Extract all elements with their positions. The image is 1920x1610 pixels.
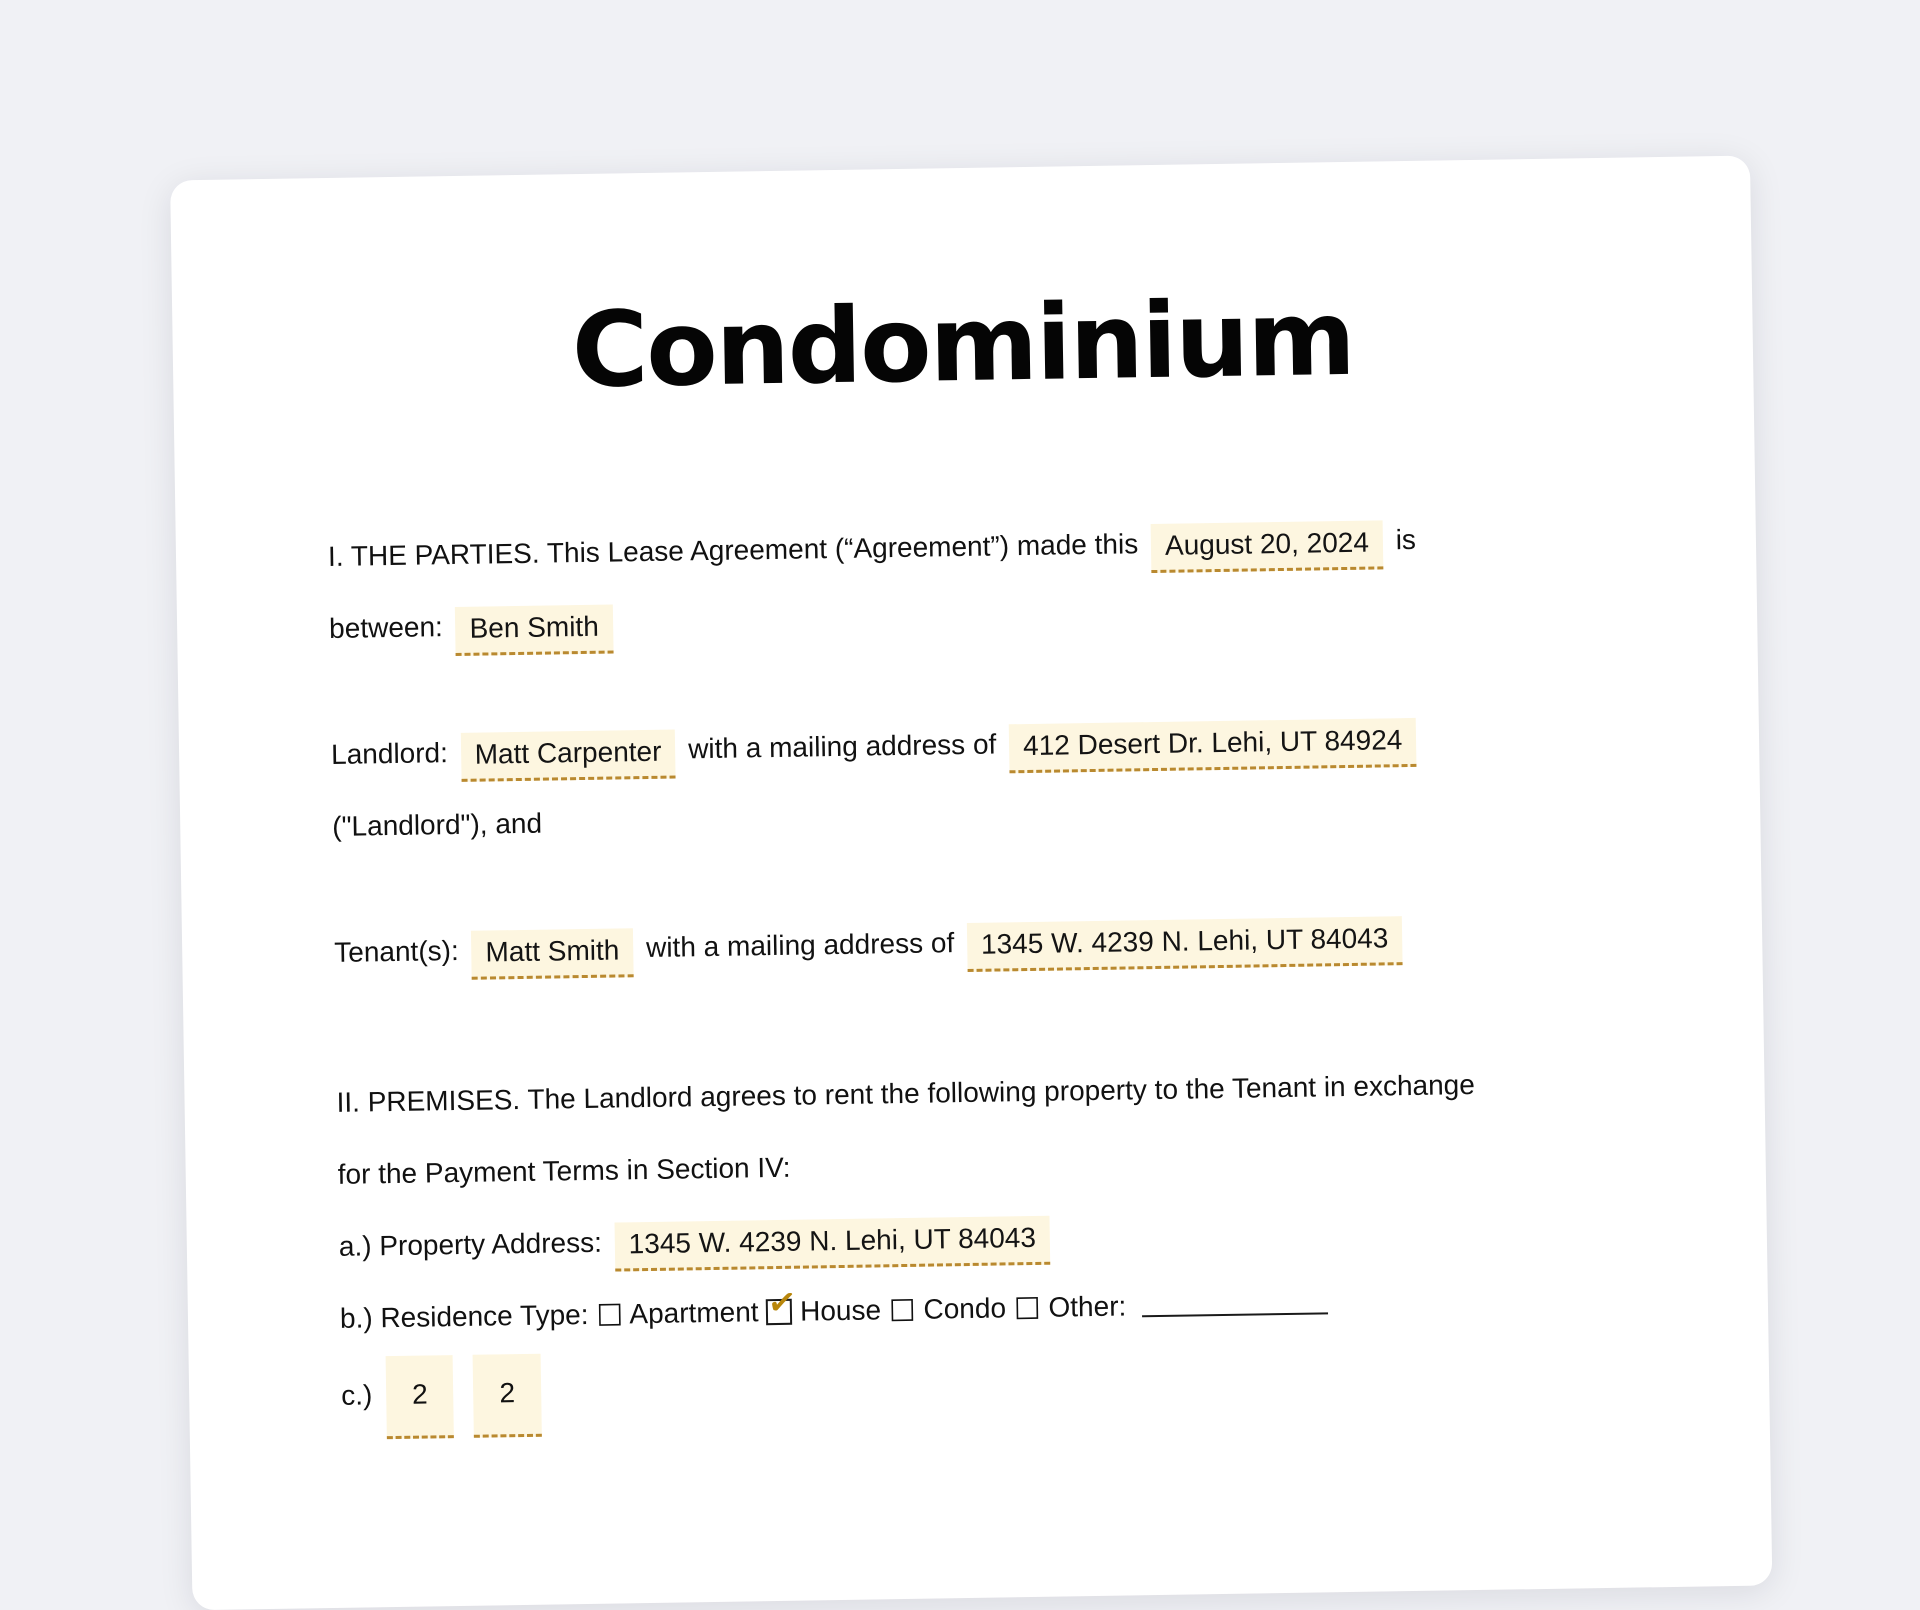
residence-option-house-label: House: [799, 1294, 882, 1327]
checkbox-other-icon[interactable]: ☐: [1013, 1293, 1041, 1327]
tenant-address-field[interactable]: 1345 W. 4239 N. Lehi, UT 84043: [967, 916, 1403, 972]
residence-option-apartment-label: Apartment: [629, 1296, 759, 1330]
check-mark-icon: ✓: [765, 1282, 799, 1324]
landlord-address-field[interactable]: 412 Desert Dr. Lehi, UT 84924: [1009, 718, 1417, 773]
residence-type-label: b.) Residence Type:: [339, 1299, 589, 1335]
checkbox-apartment-icon[interactable]: ☐: [596, 1299, 624, 1334]
partial-row-field-2[interactable]: 2: [473, 1354, 542, 1438]
tenant-paragraph: [334, 897, 1635, 989]
landlord-label: Landlord:: [330, 737, 449, 771]
tenant-label: Tenant(s):: [334, 935, 459, 969]
partial-row-prefix: c.): [340, 1379, 373, 1412]
landlord-paragraph: [331, 699, 1633, 863]
residence-option-condo-label: Condo: [923, 1292, 1007, 1325]
parties-lead-text: I. THE PARTIES. This Lease Agreement (“Agreement”) made this: [327, 528, 1139, 573]
property-address-field[interactable]: 1345 W. 4239 N. Lehi, UT 84043: [614, 1216, 1050, 1272]
landlord-suffix-text: ("Landlord"), and: [332, 807, 543, 843]
premises-lead-line-2: for the Payment Terms in Section IV:: [337, 1151, 791, 1191]
document-content: [170, 156, 1770, 1444]
tenant-address-label: with a mailing address of: [645, 927, 955, 964]
premises-paragraph: [336, 1047, 1640, 1357]
landlord-address-label: with a mailing address of: [687, 728, 997, 765]
tenant-name-field[interactable]: Matt Smith: [471, 928, 634, 979]
parties-after-date-text: is: [1395, 524, 1417, 556]
checkbox-house-checked-icon[interactable]: [765, 1282, 799, 1325]
between-party-field[interactable]: Ben Smith: [455, 605, 613, 656]
premises-lead-line-1: II. PREMISES. The Landlord agrees to rent the following property to the Tenant in exchange: [336, 1069, 1476, 1119]
document-title: Condominium: [570, 276, 1355, 412]
residence-other-blank-line[interactable]: [1142, 1293, 1328, 1318]
agreement-date-field[interactable]: August 20, 2024: [1151, 521, 1384, 573]
document-sheet: [170, 156, 1772, 1610]
property-address-label: a.) Property Address:: [338, 1226, 603, 1263]
document-body: [175, 499, 1768, 1412]
between-label: between:: [328, 611, 444, 645]
residence-option-other-label: Other:: [1048, 1290, 1127, 1323]
checkbox-condo-icon[interactable]: ☐: [888, 1295, 917, 1329]
landlord-name-field[interactable]: Matt Carpenter: [460, 730, 675, 782]
partial-row-field-1[interactable]: 2: [385, 1355, 454, 1439]
parties-paragraph: [327, 501, 1629, 665]
